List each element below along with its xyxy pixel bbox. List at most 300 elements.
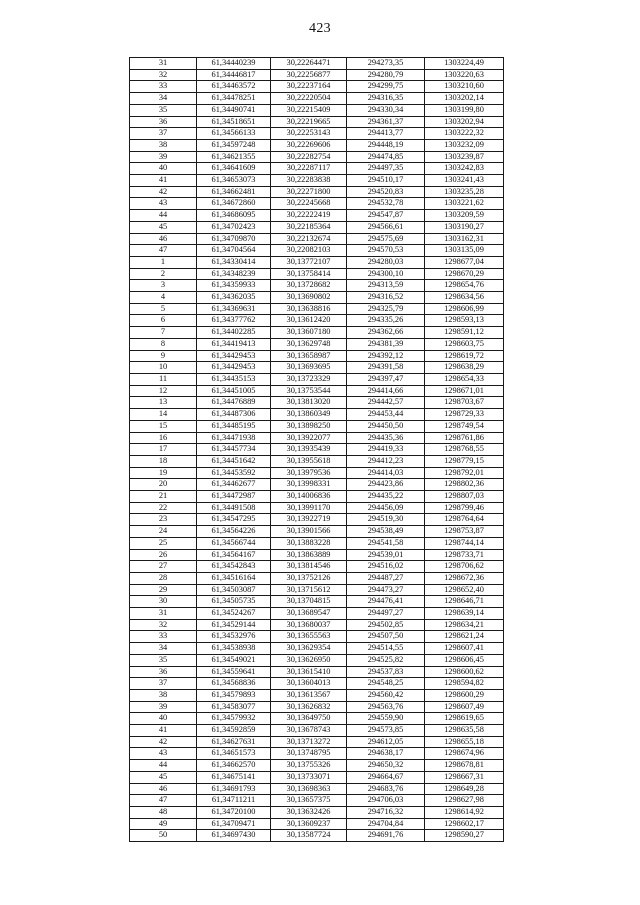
longitude-cell: 30,13607180 [271, 327, 347, 339]
x-coordinate-cell: 294514,55 [347, 643, 425, 655]
x-coordinate-cell: 294397,47 [347, 373, 425, 385]
latitude-cell: 61,34691793 [197, 783, 271, 795]
y-coordinate-cell: 1298652,40 [425, 584, 504, 596]
y-coordinate-cell: 1303202,14 [425, 93, 504, 105]
table-row [130, 409, 504, 421]
point-number-cell: 30 [130, 596, 197, 608]
x-coordinate-cell: 294453,44 [347, 409, 425, 421]
longitude-cell: 30,22082103 [271, 245, 347, 257]
y-coordinate-cell: 1298799,46 [425, 502, 504, 514]
y-coordinate-cell: 1298670,29 [425, 268, 504, 280]
x-coordinate-cell: 294716,32 [347, 807, 425, 819]
x-coordinate-cell: 294570,53 [347, 245, 425, 257]
latitude-cell: 61,34559641 [197, 666, 271, 678]
point-number-cell: 17 [130, 444, 197, 456]
point-number-cell: 37 [130, 128, 197, 140]
latitude-cell: 61,34579932 [197, 713, 271, 725]
x-coordinate-cell: 294362,66 [347, 327, 425, 339]
table-row [130, 526, 504, 538]
point-number-cell: 46 [130, 783, 197, 795]
longitude-cell: 30,13758414 [271, 268, 347, 280]
longitude-cell: 30,13733071 [271, 771, 347, 783]
latitude-cell: 61,34651573 [197, 748, 271, 760]
point-number-cell: 38 [130, 689, 197, 701]
table-row [130, 467, 504, 479]
longitude-cell: 30,13632426 [271, 807, 347, 819]
y-coordinate-cell: 1298654,33 [425, 373, 504, 385]
x-coordinate-cell: 294532,78 [347, 198, 425, 210]
longitude-cell: 30,22264471 [271, 58, 347, 70]
y-coordinate-cell: 1298639,14 [425, 608, 504, 620]
x-coordinate-cell: 294539,01 [347, 549, 425, 561]
table-row [130, 385, 504, 397]
point-number-cell: 24 [130, 526, 197, 538]
latitude-cell: 61,34419413 [197, 338, 271, 350]
y-coordinate-cell: 1298593,13 [425, 315, 504, 327]
table-row [130, 725, 504, 737]
y-coordinate-cell: 1298634,21 [425, 619, 504, 631]
x-coordinate-cell: 294381,39 [347, 338, 425, 350]
table-row [130, 537, 504, 549]
y-coordinate-cell: 1298654,76 [425, 280, 504, 292]
latitude-cell: 61,34440239 [197, 58, 271, 70]
x-coordinate-cell: 294525,82 [347, 654, 425, 666]
longitude-cell: 30,13772107 [271, 256, 347, 268]
longitude-cell: 30,22287117 [271, 163, 347, 175]
y-coordinate-cell: 1298655,18 [425, 736, 504, 748]
x-coordinate-cell: 294559,90 [347, 713, 425, 725]
table-row [130, 807, 504, 819]
latitude-cell: 61,34516164 [197, 572, 271, 584]
latitude-cell: 61,34621355 [197, 151, 271, 163]
table-row [130, 292, 504, 304]
point-number-cell: 23 [130, 514, 197, 526]
x-coordinate-cell: 294612,05 [347, 736, 425, 748]
longitude-cell: 30,13655563 [271, 631, 347, 643]
x-coordinate-cell: 294280,79 [347, 69, 425, 81]
longitude-cell: 30,13612420 [271, 315, 347, 327]
latitude-cell: 61,34359933 [197, 280, 271, 292]
y-coordinate-cell: 1298649,28 [425, 783, 504, 795]
y-coordinate-cell: 1298768,55 [425, 444, 504, 456]
x-coordinate-cell: 294412,23 [347, 455, 425, 467]
x-coordinate-cell: 294456,09 [347, 502, 425, 514]
point-number-cell: 47 [130, 795, 197, 807]
table-row [130, 362, 504, 374]
x-coordinate-cell: 294330,34 [347, 104, 425, 116]
latitude-cell: 61,34462677 [197, 479, 271, 491]
latitude-cell: 61,34348239 [197, 268, 271, 280]
longitude-cell: 30,13814546 [271, 561, 347, 573]
longitude-cell: 30,13689547 [271, 608, 347, 620]
table-row [130, 818, 504, 830]
point-number-cell: 49 [130, 818, 197, 830]
table-row [130, 455, 504, 467]
table-row [130, 315, 504, 327]
latitude-cell: 61,34662570 [197, 760, 271, 772]
point-number-cell: 44 [130, 760, 197, 772]
point-number-cell: 12 [130, 385, 197, 397]
point-number-cell: 25 [130, 537, 197, 549]
table-row [130, 373, 504, 385]
table-row [130, 795, 504, 807]
x-coordinate-cell: 294650,32 [347, 760, 425, 772]
x-coordinate-cell: 294510,17 [347, 175, 425, 187]
table-row [130, 643, 504, 655]
latitude-cell: 61,34529144 [197, 619, 271, 631]
latitude-cell: 61,34505735 [197, 596, 271, 608]
x-coordinate-cell: 294520,83 [347, 186, 425, 198]
y-coordinate-cell: 1303135,09 [425, 245, 504, 257]
latitude-cell: 61,34675141 [197, 771, 271, 783]
point-number-cell: 11 [130, 373, 197, 385]
x-coordinate-cell: 294442,57 [347, 397, 425, 409]
x-coordinate-cell: 294414,66 [347, 385, 425, 397]
y-coordinate-cell: 1303210,60 [425, 81, 504, 93]
latitude-cell: 61,34592859 [197, 725, 271, 737]
longitude-cell: 30,13638816 [271, 303, 347, 315]
table-row [130, 420, 504, 432]
longitude-cell: 30,13935439 [271, 444, 347, 456]
table-row [130, 736, 504, 748]
point-number-cell: 41 [130, 175, 197, 187]
longitude-cell: 30,13657375 [271, 795, 347, 807]
table-row [130, 654, 504, 666]
y-coordinate-cell: 1298703,67 [425, 397, 504, 409]
latitude-cell: 61,34702423 [197, 221, 271, 233]
point-number-cell: 33 [130, 81, 197, 93]
y-coordinate-cell: 1298802,36 [425, 479, 504, 491]
longitude-cell: 30,22245668 [271, 198, 347, 210]
longitude-cell: 30,13629354 [271, 643, 347, 655]
point-number-cell: 22 [130, 502, 197, 514]
point-number-cell: 42 [130, 186, 197, 198]
table-row [130, 689, 504, 701]
longitude-cell: 30,13604013 [271, 678, 347, 690]
point-number-cell: 33 [130, 631, 197, 643]
x-coordinate-cell: 294448,19 [347, 139, 425, 151]
point-number-cell: 8 [130, 338, 197, 350]
point-number-cell: 28 [130, 572, 197, 584]
latitude-cell: 61,34435153 [197, 373, 271, 385]
longitude-cell: 30,22271800 [271, 186, 347, 198]
point-number-cell: 43 [130, 748, 197, 760]
point-number-cell: 47 [130, 245, 197, 257]
y-coordinate-cell: 1303242,83 [425, 163, 504, 175]
longitude-cell: 30,22185364 [271, 221, 347, 233]
x-coordinate-cell: 294519,30 [347, 514, 425, 526]
longitude-cell: 30,22283838 [271, 175, 347, 187]
latitude-cell: 61,34583077 [197, 701, 271, 713]
y-coordinate-cell: 1298603,75 [425, 338, 504, 350]
table-row [130, 713, 504, 725]
longitude-cell: 30,22237164 [271, 81, 347, 93]
x-coordinate-cell: 294391,58 [347, 362, 425, 374]
latitude-cell: 61,34549021 [197, 654, 271, 666]
latitude-cell: 61,34662481 [197, 186, 271, 198]
x-coordinate-cell: 294566,61 [347, 221, 425, 233]
longitude-cell: 30,13704815 [271, 596, 347, 608]
table-row [130, 479, 504, 491]
point-number-cell: 38 [130, 139, 197, 151]
longitude-cell: 30,13613567 [271, 689, 347, 701]
x-coordinate-cell: 294563,76 [347, 701, 425, 713]
longitude-cell: 30,22219665 [271, 116, 347, 128]
y-coordinate-cell: 1298600,62 [425, 666, 504, 678]
table-row [130, 444, 504, 456]
table-row [130, 186, 504, 198]
latitude-cell: 61,34568836 [197, 678, 271, 690]
y-coordinate-cell: 1303202,94 [425, 116, 504, 128]
latitude-cell: 61,34429453 [197, 362, 271, 374]
y-coordinate-cell: 1298671,01 [425, 385, 504, 397]
latitude-cell: 61,34457734 [197, 444, 271, 456]
x-coordinate-cell: 294392,12 [347, 350, 425, 362]
y-coordinate-cell: 1298638,29 [425, 362, 504, 374]
point-number-cell: 18 [130, 455, 197, 467]
latitude-cell: 61,34446817 [197, 69, 271, 81]
latitude-cell: 61,34653073 [197, 175, 271, 187]
table-row [130, 280, 504, 292]
y-coordinate-cell: 1303224,49 [425, 58, 504, 70]
longitude-cell: 30,22256877 [271, 69, 347, 81]
table-row [130, 678, 504, 690]
longitude-cell: 30,13629748 [271, 338, 347, 350]
latitude-cell: 61,34490741 [197, 104, 271, 116]
longitude-cell: 30,13649750 [271, 713, 347, 725]
longitude-cell: 30,13698363 [271, 783, 347, 795]
table-row [130, 139, 504, 151]
x-coordinate-cell: 294704,84 [347, 818, 425, 830]
y-coordinate-cell: 1298678,81 [425, 760, 504, 772]
x-coordinate-cell: 294541,58 [347, 537, 425, 549]
longitude-cell: 30,13626832 [271, 701, 347, 713]
longitude-cell: 30,13955618 [271, 455, 347, 467]
longitude-cell: 30,13587724 [271, 830, 347, 842]
point-number-cell: 1 [130, 256, 197, 268]
table-row [130, 104, 504, 116]
longitude-cell: 30,13678743 [271, 725, 347, 737]
x-coordinate-cell: 294325,79 [347, 303, 425, 315]
point-number-cell: 37 [130, 678, 197, 690]
longitude-cell: 30,22215409 [271, 104, 347, 116]
table-row [130, 350, 504, 362]
table-row [130, 397, 504, 409]
x-coordinate-cell: 294664,67 [347, 771, 425, 783]
x-coordinate-cell: 294361,37 [347, 116, 425, 128]
longitude-cell: 30,13715612 [271, 584, 347, 596]
y-coordinate-cell: 1303241,43 [425, 175, 504, 187]
y-coordinate-cell: 1303162,31 [425, 233, 504, 245]
x-coordinate-cell: 294502,85 [347, 619, 425, 631]
latitude-cell: 61,34487306 [197, 409, 271, 421]
coordinates-table [129, 57, 504, 842]
y-coordinate-cell: 1303220,63 [425, 69, 504, 81]
y-coordinate-cell: 1303239,87 [425, 151, 504, 163]
x-coordinate-cell: 294473,27 [347, 584, 425, 596]
latitude-cell: 61,34369631 [197, 303, 271, 315]
latitude-cell: 61,34547295 [197, 514, 271, 526]
latitude-cell: 61,34579893 [197, 689, 271, 701]
table-row [130, 701, 504, 713]
x-coordinate-cell: 294560,42 [347, 689, 425, 701]
x-coordinate-cell: 294516,02 [347, 561, 425, 573]
point-number-cell: 10 [130, 362, 197, 374]
point-number-cell: 9 [130, 350, 197, 362]
longitude-cell: 30,13753544 [271, 385, 347, 397]
y-coordinate-cell: 1298627,98 [425, 795, 504, 807]
point-number-cell: 35 [130, 104, 197, 116]
x-coordinate-cell: 294476,41 [347, 596, 425, 608]
y-coordinate-cell: 1298614,92 [425, 807, 504, 819]
x-coordinate-cell: 294300,10 [347, 268, 425, 280]
x-coordinate-cell: 294507,50 [347, 631, 425, 643]
y-coordinate-cell: 1303221,62 [425, 198, 504, 210]
table-row [130, 58, 504, 70]
table-row [130, 221, 504, 233]
coordinates-table-body [130, 58, 504, 842]
point-number-cell: 32 [130, 619, 197, 631]
table-row [130, 175, 504, 187]
latitude-cell: 61,34524267 [197, 608, 271, 620]
x-coordinate-cell: 294450,50 [347, 420, 425, 432]
y-coordinate-cell: 1298733,71 [425, 549, 504, 561]
table-row [130, 268, 504, 280]
table-row [130, 93, 504, 105]
latitude-cell: 61,34704564 [197, 245, 271, 257]
y-coordinate-cell: 1298607,41 [425, 643, 504, 655]
point-number-cell: 31 [130, 58, 197, 70]
y-coordinate-cell: 1303235,28 [425, 186, 504, 198]
longitude-cell: 30,13680037 [271, 619, 347, 631]
table-row [130, 830, 504, 842]
y-coordinate-cell: 1298729,33 [425, 409, 504, 421]
y-coordinate-cell: 1298634,56 [425, 292, 504, 304]
latitude-cell: 61,34686095 [197, 210, 271, 222]
point-number-cell: 40 [130, 163, 197, 175]
latitude-cell: 61,34672860 [197, 198, 271, 210]
table-row [130, 608, 504, 620]
y-coordinate-cell: 1298667,31 [425, 771, 504, 783]
latitude-cell: 61,34362035 [197, 292, 271, 304]
point-number-cell: 19 [130, 467, 197, 479]
table-row [130, 631, 504, 643]
x-coordinate-cell: 294548,25 [347, 678, 425, 690]
longitude-cell: 30,13901566 [271, 526, 347, 538]
x-coordinate-cell: 294423,86 [347, 479, 425, 491]
longitude-cell: 30,22282754 [271, 151, 347, 163]
latitude-cell: 61,34377762 [197, 315, 271, 327]
point-number-cell: 34 [130, 643, 197, 655]
table-row [130, 760, 504, 772]
point-number-cell: 3 [130, 280, 197, 292]
table-row [130, 116, 504, 128]
point-number-cell: 26 [130, 549, 197, 561]
latitude-cell: 61,34491508 [197, 502, 271, 514]
latitude-cell: 61,34451005 [197, 385, 271, 397]
longitude-cell: 30,22269606 [271, 139, 347, 151]
point-number-cell: 5 [130, 303, 197, 315]
longitude-cell: 30,13693695 [271, 362, 347, 374]
longitude-cell: 30,13883228 [271, 537, 347, 549]
latitude-cell: 61,34697430 [197, 830, 271, 842]
point-number-cell: 36 [130, 116, 197, 128]
x-coordinate-cell: 294435,22 [347, 491, 425, 503]
latitude-cell: 61,34429453 [197, 350, 271, 362]
longitude-cell: 30,22220504 [271, 93, 347, 105]
y-coordinate-cell: 1298674,96 [425, 748, 504, 760]
longitude-cell: 30,22132674 [271, 233, 347, 245]
latitude-cell: 61,34472987 [197, 491, 271, 503]
point-number-cell: 45 [130, 221, 197, 233]
table-row [130, 69, 504, 81]
point-number-cell: 39 [130, 701, 197, 713]
latitude-cell: 61,34451642 [197, 455, 271, 467]
latitude-cell: 61,34566133 [197, 128, 271, 140]
y-coordinate-cell: 1298672,36 [425, 572, 504, 584]
x-coordinate-cell: 294316,52 [347, 292, 425, 304]
longitude-cell: 30,13609237 [271, 818, 347, 830]
point-number-cell: 41 [130, 725, 197, 737]
x-coordinate-cell: 294487,27 [347, 572, 425, 584]
latitude-cell: 61,34471938 [197, 432, 271, 444]
latitude-cell: 61,34709471 [197, 818, 271, 830]
point-number-cell: 44 [130, 210, 197, 222]
table-row [130, 210, 504, 222]
table-row [130, 256, 504, 268]
table-row [130, 81, 504, 93]
latitude-cell: 61,34711211 [197, 795, 271, 807]
y-coordinate-cell: 1298677,04 [425, 256, 504, 268]
longitude-cell: 30,13626950 [271, 654, 347, 666]
point-number-cell: 43 [130, 198, 197, 210]
latitude-cell: 61,34627631 [197, 736, 271, 748]
table-row [130, 549, 504, 561]
page-number: 423 [309, 21, 331, 36]
latitude-cell: 61,34597248 [197, 139, 271, 151]
y-coordinate-cell: 1298606,99 [425, 303, 504, 315]
point-number-cell: 16 [130, 432, 197, 444]
x-coordinate-cell: 294497,27 [347, 608, 425, 620]
y-coordinate-cell: 1298753,87 [425, 526, 504, 538]
x-coordinate-cell: 294316,35 [347, 93, 425, 105]
x-coordinate-cell: 294683,76 [347, 783, 425, 795]
y-coordinate-cell: 1303190,27 [425, 221, 504, 233]
latitude-cell: 61,34402285 [197, 327, 271, 339]
x-coordinate-cell: 294299,75 [347, 81, 425, 93]
y-coordinate-cell: 1298807,03 [425, 491, 504, 503]
latitude-cell: 61,34518651 [197, 116, 271, 128]
longitude-cell: 30,14006836 [271, 491, 347, 503]
longitude-cell: 30,13813020 [271, 397, 347, 409]
point-number-cell: 7 [130, 327, 197, 339]
y-coordinate-cell: 1298607,49 [425, 701, 504, 713]
point-number-cell: 27 [130, 561, 197, 573]
y-coordinate-cell: 1298706,62 [425, 561, 504, 573]
x-coordinate-cell: 294691,76 [347, 830, 425, 842]
point-number-cell: 14 [130, 409, 197, 421]
x-coordinate-cell: 294273,35 [347, 58, 425, 70]
y-coordinate-cell: 1298792,01 [425, 467, 504, 479]
y-coordinate-cell: 1298594,82 [425, 678, 504, 690]
point-number-cell: 46 [130, 233, 197, 245]
longitude-cell: 30,22222419 [271, 210, 347, 222]
x-coordinate-cell: 294413,77 [347, 128, 425, 140]
point-number-cell: 34 [130, 93, 197, 105]
x-coordinate-cell: 294419,33 [347, 444, 425, 456]
point-number-cell: 20 [130, 479, 197, 491]
table-row [130, 666, 504, 678]
